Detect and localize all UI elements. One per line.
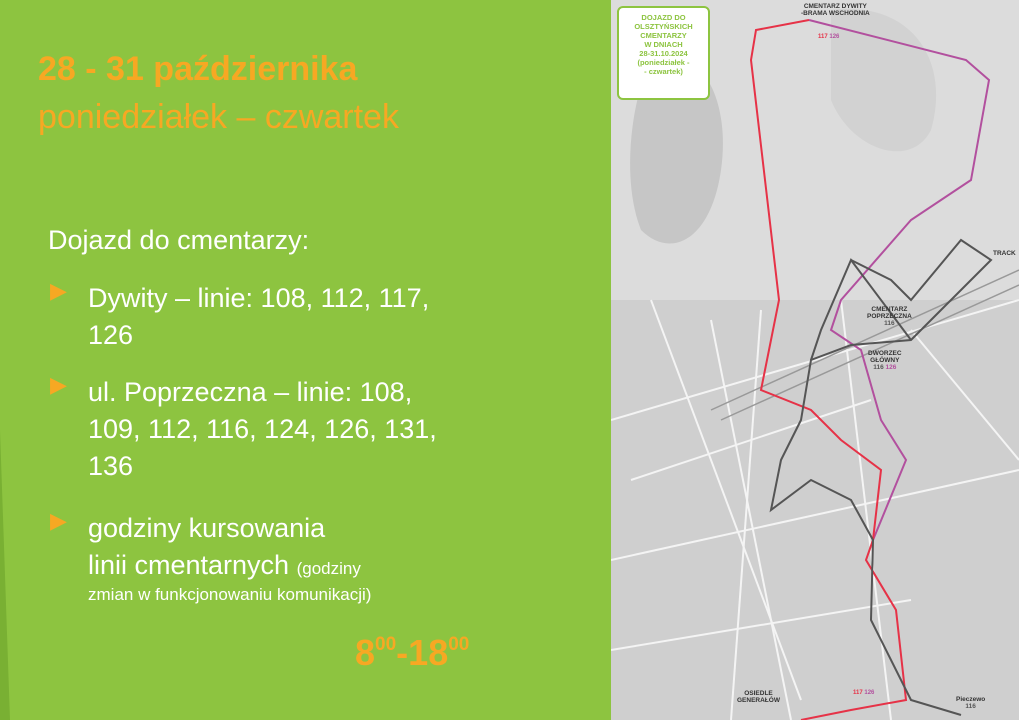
title-date: 28 - 31 października <box>38 50 358 88</box>
label-text: CMENTARZ <box>871 306 908 313</box>
bullet-hours-note2: zmian w funkcjonowaniu komunikacji) <box>88 585 372 604</box>
label-text: CMENTARZ DYWITY <box>803 3 867 10</box>
legend-line: (poniedziałek - <box>637 58 690 67</box>
hours-end-m: 00 <box>448 634 470 655</box>
route-num-126: 126 <box>829 34 840 40</box>
operating-hours <box>355 632 469 674</box>
label-text: DWORZEC <box>868 350 902 357</box>
bullet-hours <box>88 510 548 606</box>
bullet-poprzeczna-line3: 136 <box>88 451 134 481</box>
bullet-arrow-icon: ▶ <box>50 372 67 397</box>
hours-start-m: 00 <box>375 634 397 655</box>
route-num-126: 126 <box>864 690 875 696</box>
legend-line: W DNIACH <box>644 40 683 49</box>
label-text: POPRZECZNA <box>867 313 912 320</box>
label-pieczewo <box>956 696 985 710</box>
bullet-dywity-line2: 126 <box>88 320 134 350</box>
legend-line: - czwartek) <box>644 67 683 76</box>
bullet-dywity <box>88 280 548 354</box>
legend-line: OLSZTYŃSKICH <box>634 22 693 31</box>
hours-end-h: 18 <box>408 632 449 673</box>
route-num-116: 116 <box>965 703 976 710</box>
bottom-route-nums <box>853 690 874 696</box>
label-text: GENERAŁÓW <box>737 697 780 704</box>
legend-line: CMENTARZY <box>640 31 687 40</box>
bullet-hours-line2: linii cmentarnych <box>88 550 290 580</box>
hours-sep: - <box>396 632 409 673</box>
label-cmentarz-dywity <box>801 3 870 17</box>
legend-line: DOJAZD DO <box>641 13 686 22</box>
legend-line: 28-31.10.2024 <box>639 49 688 58</box>
label-dworzec-glowny <box>868 350 902 371</box>
bullet-hours-note1: (godziny <box>296 559 361 578</box>
bullet-arrow-icon: ▶ <box>50 278 67 303</box>
intro-heading: Dojazd do cmentarzy: <box>48 225 310 255</box>
bullet-dywity-line1: Dywity – linie: 108, 112, 117, <box>88 283 430 313</box>
bullet-hours-line1: godziny kursowania <box>88 513 326 543</box>
label-track: TRACK <box>993 250 1016 257</box>
route-num-117: 117 <box>818 34 828 40</box>
dywity-lines <box>818 34 839 40</box>
route-num-126: 126 <box>885 364 897 371</box>
route-num-116: 116 <box>884 320 895 327</box>
label-cmentarz-poprzeczna <box>867 306 912 327</box>
bullet-poprzeczna <box>88 374 548 485</box>
route-map <box>611 0 1019 720</box>
bullet-poprzeczna-line1: ul. Poprzeczna – linie: 108, <box>88 377 413 407</box>
bullet-poprzeczna-line2: 109, 112, 116, 124, 126, 131, <box>88 414 437 444</box>
hours-start-h: 8 <box>355 632 376 673</box>
bullet-arrow-icon: ▶ <box>50 508 67 533</box>
label-text: OSIEDLE <box>744 690 773 697</box>
label-text: -BRAMA WSCHODNIA <box>801 10 870 17</box>
label-osiedle-generalow <box>737 690 780 704</box>
route-num-117: 117 <box>853 690 863 696</box>
route-num-116: 116 <box>873 364 884 371</box>
map-legend <box>617 6 710 100</box>
label-text: Pieczewo <box>956 696 986 703</box>
title-days: poniedziałek – czwartek <box>38 98 399 136</box>
map-drawing <box>611 0 1019 720</box>
left-accent-triangle <box>0 430 10 720</box>
label-text: GŁÓWNY <box>870 357 900 364</box>
